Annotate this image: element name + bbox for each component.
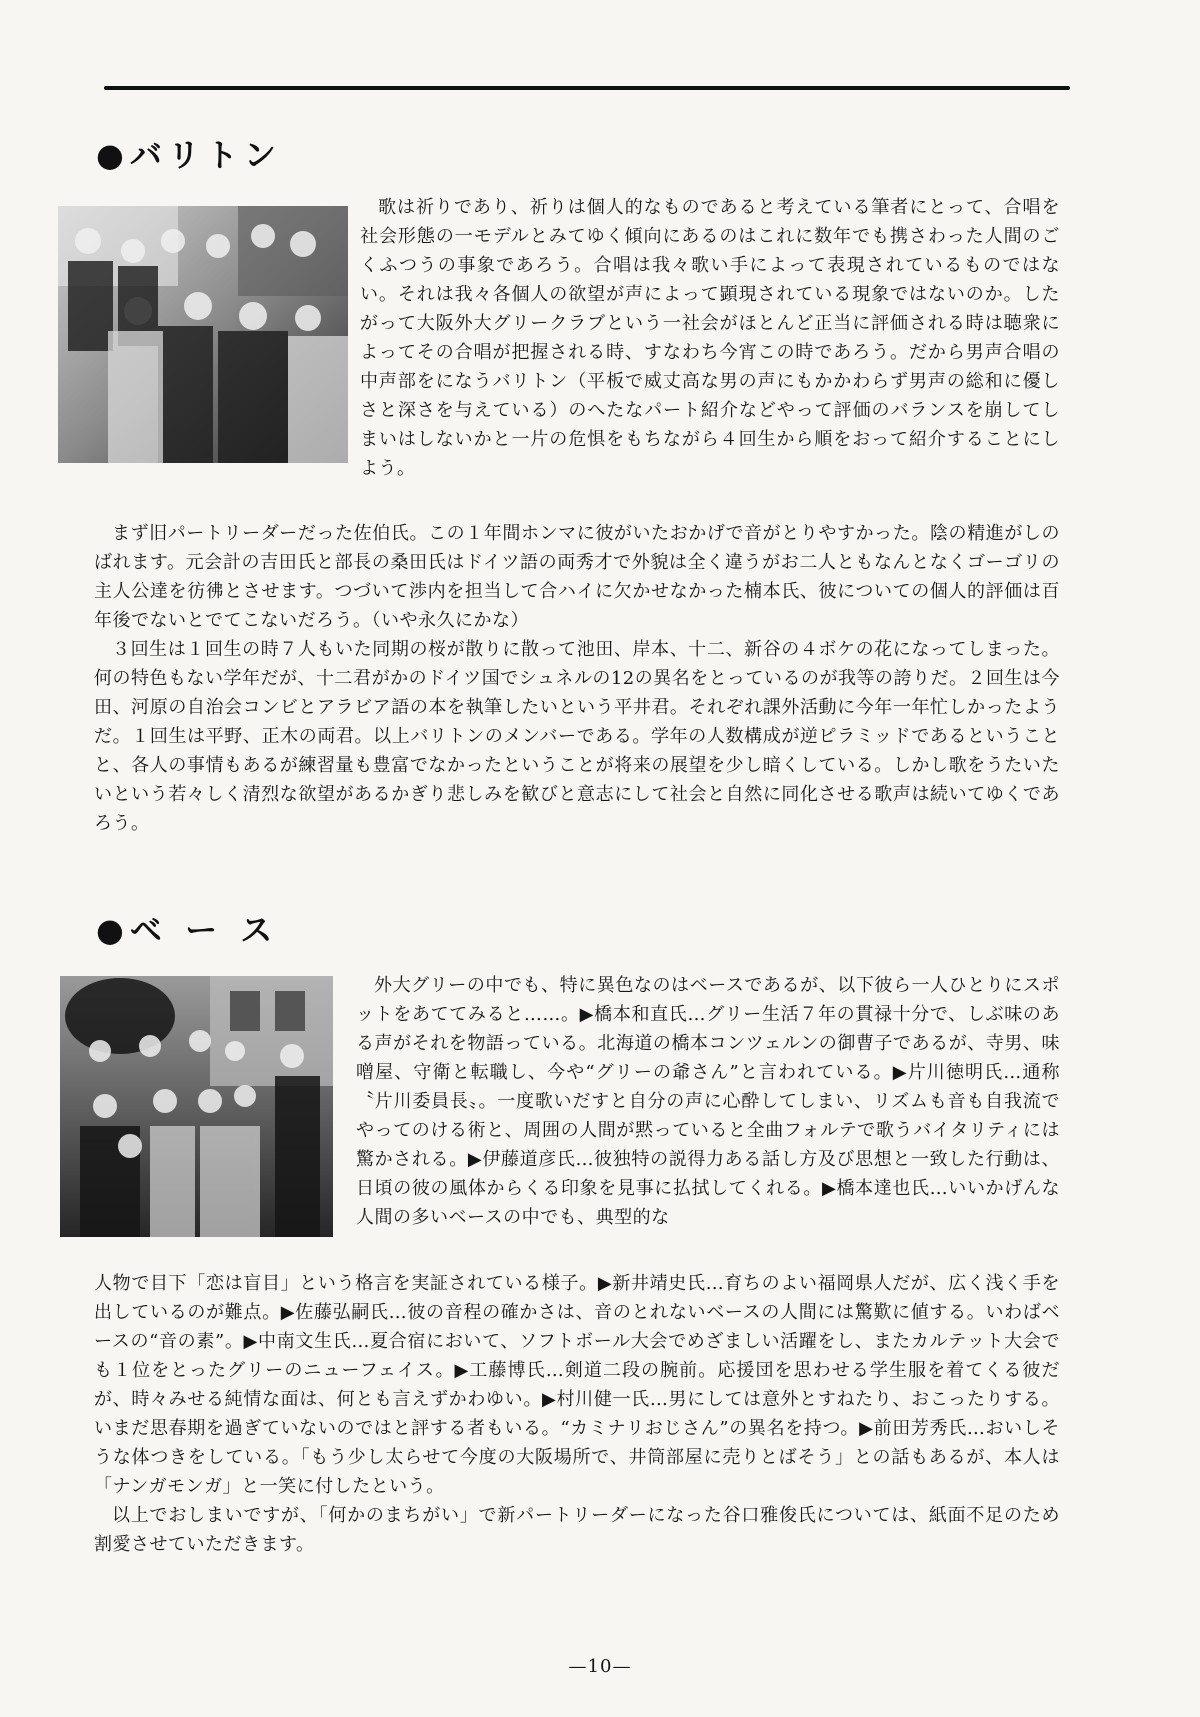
bass-intro-paragraph: 外大グリーの中でも、特に異色なのはベースであるが、以下彼ら一人ひとりにスポットをあててみると……。▶橋本和直氏…グリー生活７年の貫禄十分で、しぶ味のある声がそれを物語っている。北海道の橋本コンツェルンの御曹子であるが、寺男、味噌屋、守衛と転職し、今や“グリーの爺さん”と言われている。▶片川徳明氏…通称〝片川委員長〟。一度歌いだすと自分の声に心酔してしまい、リズムも音も自我流でやってのける術と、周囲の人間が黙っていると全曲フォルテで歌うバイタリティには驚かされる。▶伊藤道彦氏…彼独特の説得力ある話し方及び思想と一致した行動は、日頃の彼の風体からくる印象を見事に払拭してくれる。▶橋本達也氏…いいかげんな人間の多いベースの中でも、典型的な (356, 975, 1060, 1228)
baritone-intro-paragraph: 歌は祈りであり、祈りは個人的なものであると考えている筆者にとって、合唱を社会形態の一モデルとみてゆく傾向にあるのはこれに数年でも携さわった人間のごくふつうの事象であろう。合唱は我々歌い手によって表現されているものではない。それは我々各個人の欲望が声によって顕現されている現象ではないのか。したがって大阪外大グリークラブという一社会がほとんど正当に評価される時は聴衆によってその合唱が把握される時、すなわち今宵この時であろう。だから男声合唱の中声部をになうバリトン（平板で威丈高な男の声にもかかわらず男声の総和に優しさと深さを与えている）のへたなパート紹介などやって評価のバランスを崩してしまいはしないかと一片の危惧をもちながら４回生から順をおって紹介することにしよう。 (360, 197, 1060, 479)
baritone-heading: ●バリトン (96, 136, 282, 174)
baritone-paragraph-1: まず旧パートリーダーだった佐伯氏。この１年間ホンマに彼がいたおかげで音がとりやすかった。陰の精進がしのばれます。元会計の吉田氏と部長の桑田氏はドイツ語の両秀才で外貌は全く違うがお二人ともなんとなくゴーゴリの主人公達を彷彿とさせます。つづいて渉内を担当して合ハイに欠かせなかった楠本氏、彼についての個人的評価は百年後でないとでてこないだろう。（いや永久にかな） (94, 523, 1060, 631)
bass-heading: ●ベ ー ス (96, 911, 279, 949)
bass-continuation: 人物で目下「恋は盲目」という格言を実証されている様子。▶新井靖史氏…育ちのよい福岡県人だが、広く浅く手を出しているのが難点。▶佐藤弘嗣氏…彼の音程の確かさは、音のとれないベースの人間には驚歎に値する。いわばベースの“音の素”。▶中南文生氏…夏合宿において、ソフトボール大会でめざましい活躍をし、またカルテット大会でも１位をとったグリーのニューフェイス。▶工藤博氏…剣道二段の腕前。応援団を思わせる学生服を着てくる彼だが、時々みせる純情な面は、何とも言えずかわゆい。▶村川健一氏…男にしては意外とすねたり、おこったりする。いまだ思春期を過ぎていないのではと評する者もいる。“カミナリおじさん”の異名を持つ。▶前田芳秀氏…おいしそうな体つきをしている。「もう少し太らせて今度の大阪場所で、井筒部屋に売りとばそう」との話もあるが、本人は「ナンガモンガ」と一笑に付したという。 (94, 1273, 1060, 1497)
baritone-intro (360, 193, 1060, 483)
baritone-group-photo (58, 206, 348, 463)
baritone-body (94, 519, 1060, 838)
top-rule (104, 86, 1070, 90)
bass-closing: 以上でおしまいですが、「何かのまちがい」で新パートリーダーになった谷口雅俊氏については、紙面不足のため割愛させていただきます。 (94, 1505, 1060, 1555)
bass-intro (356, 971, 1060, 1232)
bass-group-photo (60, 976, 333, 1237)
page-number: —10— (568, 1656, 632, 1677)
bass-body (94, 1269, 1060, 1559)
baritone-paragraph-2: ３回生は１回生の時７人もいた同期の桜が散りに散って池田、岸本、十二、新谷の４ボケの花になってしまった。何の特色もない学年だが、十二君がかのドイツ国でシュネルの12の異名をとっているのが我等の誇りだ。２回生は今田、河原の自治会コンビとアラビア語の本を執筆したいという平井君。それぞれ課外活動に今年一年忙しかったようだ。１回生は平野、正木の両君。以上バリトンのメンバーである。学年の人数構成が逆ピラミッドであるということと、各人の事情もあるが練習量も豊富でなかったということが将来の展望を少し暗くしている。しかし歌をうたいたいという若々しく清烈な欲望があるかぎり悲しみを歓びと意志にして社会と自然に同化させる歌声は続いてゆくであろう。 (94, 639, 1060, 834)
